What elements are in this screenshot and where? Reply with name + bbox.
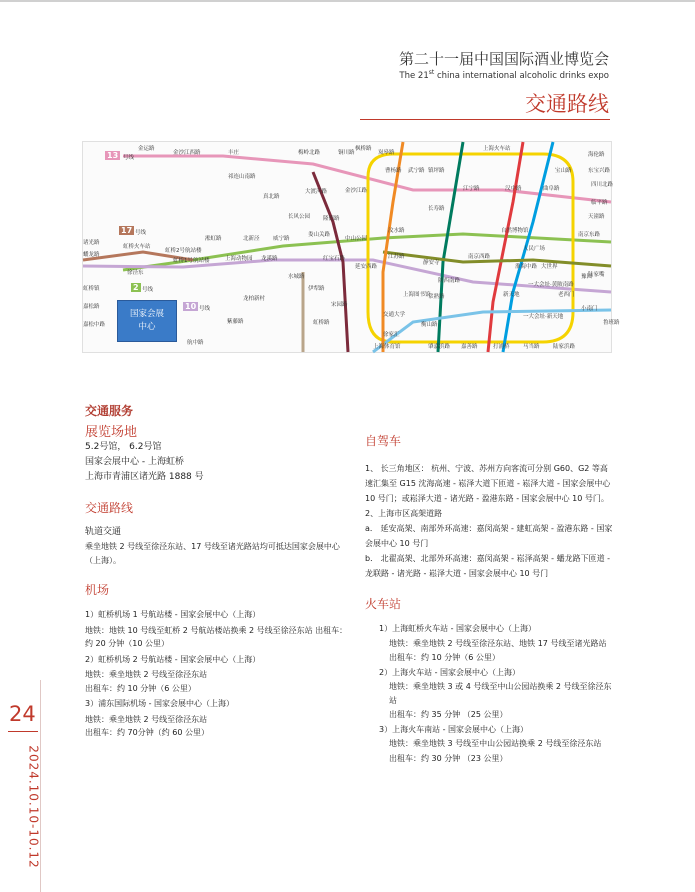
station-label: 打浦桥 — [493, 344, 510, 350]
station-label: 诸光路 — [83, 240, 100, 246]
station-label: 一大会址·新天地 — [523, 314, 564, 320]
airport-item: 2）虹桥机场 2 号航站楼 - 国家会展中心（上海） — [85, 654, 261, 664]
station-label: 陆家浜路 — [553, 344, 576, 350]
airport-heading: 机场 — [85, 583, 110, 597]
station-label: 虹桥路 — [313, 320, 330, 326]
venue-marker: 国家会展 中心 — [117, 300, 177, 342]
station-label: 汶水路 — [388, 228, 405, 234]
station-label: 航中路 — [187, 340, 204, 346]
station-label: 江宁路 — [463, 186, 480, 192]
venue-name: 国家会展中心 - 上海虹桥 — [85, 457, 184, 467]
station-label: 隆德路 — [323, 216, 340, 222]
page-number: 24 — [9, 702, 36, 726]
line-2-badge: 2 — [133, 283, 139, 292]
service-title: 交通服务 — [85, 404, 134, 418]
airport-item: 地铁：乘坐地铁 2 号线至徐泾东站 — [85, 670, 208, 679]
station-label: 常熟路 — [428, 294, 445, 300]
station-label: 嘉善路 — [461, 344, 478, 350]
station-label: 东宝兴路 — [588, 168, 611, 174]
metro-map — [82, 141, 620, 353]
station-label: 鲁班路 — [603, 320, 620, 326]
station-label: 北新泾 — [243, 236, 260, 242]
airport-item: 出租车：约 10 分钟（6 公里） — [85, 683, 196, 693]
station-label: 长风公园 — [288, 214, 311, 220]
station-label: 岚皋路 — [378, 150, 395, 156]
station-label: 汉中路 — [505, 186, 522, 192]
station-label: 龙柏新村 — [243, 296, 266, 302]
top-border — [0, 0, 695, 2]
station-label: 上海体育馆 — [373, 344, 401, 350]
station-label: 大渡河路 — [305, 189, 328, 195]
rail-title: 轨道交通 — [85, 527, 122, 537]
rail-text: 乘坐地铁 2 号线至徐泾东站、17 号线至诸光路站均可抵达国家会展中心（上海）。 — [85, 542, 340, 565]
station-label: 上海动物园 — [225, 256, 253, 262]
station-label: 马当路 — [523, 344, 540, 350]
line-1-path — [488, 142, 523, 352]
station-label: 龙溪路 — [261, 256, 278, 262]
airport-item: 3）浦东国际机场 - 国家会展中心（上海） — [85, 699, 235, 708]
train-item: 1）上海虹桥火车站 - 国家会展中心（上海） — [379, 624, 537, 633]
station-label: 上海图书馆 — [403, 292, 431, 298]
station-label: 一大会址·黄陂南路 — [528, 282, 574, 288]
left-column — [85, 402, 350, 740]
station-label: 南京东路 — [578, 232, 601, 238]
title-underline — [360, 119, 610, 120]
line-14-path — [383, 252, 611, 266]
station-label: 铜川路 — [338, 150, 355, 156]
train-item: 地铁：乘坐地铁 3 或 4 号线至中山公园站换乘 2 号线至徐泾东站 — [389, 682, 612, 705]
station-label: 人民广场 — [523, 246, 546, 252]
station-label: 嘉松路 — [83, 304, 100, 310]
airport-item: 地铁：乘坐地铁 2 号线至徐泾东站 — [85, 714, 208, 724]
station-label: 真北路 — [263, 194, 280, 200]
station-label: 陆家嘴 — [588, 272, 605, 278]
station-label: 祁连山南路 — [228, 174, 256, 180]
station-label: 延安西路 — [355, 264, 378, 270]
venue-address: 上海市青浦区诸光路 1888 号 — [85, 472, 204, 482]
station-label: 威宁路 — [273, 236, 290, 242]
drive-item: a． 延安高架、南部外环高速：嘉闵高架 - 建虹高架 - 盈港东路 - 国家会展中心 10 号门 — [365, 524, 613, 548]
page-number-rule — [8, 731, 38, 732]
train-item: 3）上海火车南站 - 国家会展中心（上海） — [379, 724, 529, 734]
station-label: 枫桥路 — [355, 146, 372, 152]
station-label: 武宁路 — [408, 168, 425, 174]
expo-date: 2024.10.10-10.12 — [26, 745, 41, 869]
station-label: 金沙江西路 — [173, 150, 201, 156]
station-label: 衡山路 — [421, 322, 438, 328]
station-label: 蟠龙路 — [83, 252, 100, 258]
station-label: 镇坪路 — [428, 168, 445, 174]
drive-item: 2、上海市区高架道路 — [365, 509, 443, 518]
train-item: 地铁：乘坐地铁 2 号线至徐泾东站、地铁 17 号线至诸光路站 — [389, 638, 607, 648]
station-label: 肇嘉浜路 — [428, 344, 451, 350]
station-label: 老西门 — [558, 292, 575, 298]
station-label: 新天地 — [503, 292, 520, 298]
station-label: 金沙江路 — [345, 188, 368, 194]
station-label: 虹桥1号航站楼 — [173, 258, 210, 264]
train-heading: 火车站 — [365, 597, 402, 611]
station-label: 小南门 — [581, 306, 598, 312]
train-item: 地铁：乘坐地铁 3 号线至中山公园站换乘 2 号线至徐泾东站 — [389, 739, 602, 748]
drive-item: 1、 长三角地区： 杭州、宁波、苏州方向客流可分别 G60、G2 等高速汇集至 G15 沈海高速 - 崧泽大道下匝道 - 崧泽大道 - 国家会展中心 10 号门；或崧泽大道 - 诸光路 - 盈港东路 - 国家会展中心 10 号门。 — [365, 464, 611, 503]
station-label: 徐家汇 — [383, 332, 400, 338]
airport-item: 地铁：地铁 10 号线至虹桥 2 号航站楼站换乘 2 号线至徐泾东站 出租车：约 20 分钟（10 公里） — [85, 625, 348, 648]
train-item: 出租车：约 35 分钟 （25 公里） — [389, 710, 508, 719]
route-heading: 交通路线 — [85, 501, 134, 515]
station-label: 大世界 — [541, 264, 558, 270]
station-label: 梅岭北路 — [298, 150, 321, 156]
station-label: 红宝石路 — [323, 256, 346, 262]
venue-heading: 展览场地 — [85, 425, 138, 440]
station-label: 丰庄 — [228, 150, 240, 156]
train-list — [365, 622, 615, 765]
line-10-badge: 10 — [185, 302, 197, 311]
station-label: 淞虹路 — [205, 236, 222, 242]
station-label: 宋园路 — [331, 302, 348, 308]
section-title: 交通路线 — [525, 92, 609, 116]
expo-title-cn: 第二十一届中国国际酒业博览会 — [398, 50, 609, 68]
station-label: 天潼路 — [588, 214, 605, 220]
station-label: 淮海中路 — [515, 264, 538, 270]
station-label: 嘉松中路 — [83, 322, 106, 328]
station-label: 曹杨路 — [385, 168, 402, 174]
station-label: 虹桥镇 — [83, 286, 100, 292]
line-2-label: 号线 — [142, 287, 154, 293]
station-label: 紫藤路 — [227, 319, 244, 325]
station-label: 长寿路 — [428, 206, 445, 212]
right-column — [365, 432, 615, 766]
station-label: 海伦路 — [588, 152, 605, 158]
station-label: 曲阜路 — [543, 186, 560, 192]
train-item: 出租车：约 10 分钟（6 公里） — [389, 653, 500, 662]
station-label: 中山公园 — [345, 236, 368, 242]
station-label: 虹桥火车站 — [123, 244, 151, 250]
line-13-badge: 13 — [107, 151, 119, 160]
station-label: 水城路 — [288, 274, 305, 280]
station-label: 宝山路 — [555, 168, 572, 174]
station-label: 临平路 — [591, 200, 608, 206]
drive-heading: 自驾车 — [365, 434, 402, 448]
station-label: 静安寺 — [423, 260, 440, 266]
station-label: 南京西路 — [468, 254, 491, 260]
station-label: 虹桥2号航站楼 — [165, 248, 202, 254]
line-10-label: 号线 — [199, 306, 211, 312]
station-label: 徐泾东 — [127, 270, 144, 276]
station-label: 四川北路 — [591, 182, 614, 188]
station-label: 自然博物馆 — [501, 228, 529, 234]
drive-item: b． 北翟高架、北部外环高速：嘉闵高架 - 崧泽高架 - 蟠龙路下匝道 - 龙联路 - 诸光路 - 崧泽大道 - 国家会展中心 10 号门 — [365, 554, 610, 578]
station-label: 娄山关路 — [308, 232, 331, 238]
airport-item: 1）虹桥机场 1 号航站楼 - 国家会展中心（上海） — [85, 610, 261, 619]
station-label: 江苏路 — [388, 254, 405, 260]
airport-item: 出租车：约 70分钟（约 60 公里） — [85, 728, 209, 737]
station-label: 金运路 — [138, 146, 155, 152]
station-label: 豫园 — [581, 274, 593, 280]
train-item: 出租车：约 30 分钟 （23 公里） — [389, 753, 508, 763]
station-label: 交通大学 — [383, 312, 406, 318]
line-17-label: 号线 — [135, 230, 147, 236]
expo-title-en: The 21st china international alcoholic drinks expo — [399, 69, 609, 81]
line-17-badge: 17 — [121, 226, 133, 235]
train-item: 2）上海火车站 - 国家会展中心（上海） — [379, 667, 521, 677]
station-label: 伊犁路 — [308, 286, 325, 292]
line-13-label: 号线 — [123, 155, 135, 161]
station-label: 上海火车站 — [483, 146, 511, 152]
station-label: 陕西南路 — [438, 278, 461, 284]
venue-halls: 5.2号馆， 6.2号馆 — [85, 442, 162, 452]
